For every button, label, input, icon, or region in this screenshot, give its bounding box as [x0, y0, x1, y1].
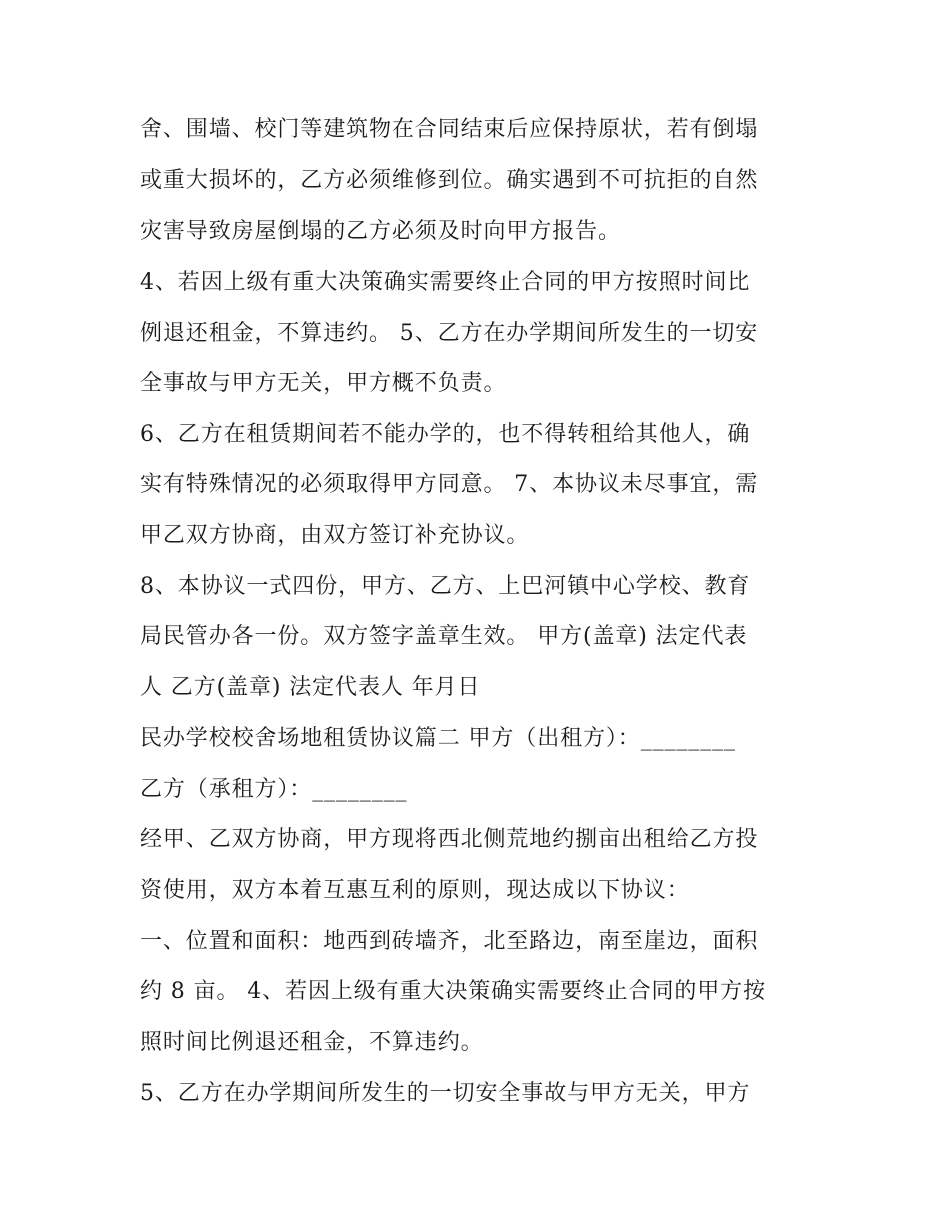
text-line: 灾害导致房屋倒塌的乙方必须及时向甲方报告。	[140, 219, 621, 244]
text-line: 4、若因上级有重大决策确实需要终止合同的甲方按照时间比	[140, 270, 751, 295]
text-line: 经甲、乙双方协商，甲方现将西北侧荒地约捌亩出租给乙方投	[140, 827, 759, 852]
text-line: 实有特殊情况的必须取得甲方同意。 7、本协议未尽事宜，需	[140, 472, 759, 497]
text-line: 约 8 亩。 4、若因上级有重大决策确实需要终止合同的甲方按	[140, 979, 766, 1004]
text-line: 舍、围墙、校门等建筑物在合同结束后应保持原状，若有倒塌	[140, 117, 759, 142]
text-line: 6、乙方在租赁期间若不能办学的，也不得转租给其他人，确	[140, 422, 751, 447]
text-line: 照时间比例退还租金，不算违约。	[140, 1030, 484, 1055]
text-line: 5、乙方在办学期间所发生的一切安全事故与甲方无关，甲方	[140, 1081, 751, 1106]
text-line: 全事故与甲方无关，甲方概不负责。	[140, 371, 507, 396]
text-line: 甲乙双方协商，由双方签订补充协议。	[140, 523, 530, 548]
text-line: 例退还租金，不算违约。 5、乙方在办学期间所发生的一切安	[140, 321, 759, 346]
text-line: 或重大损坏的，乙方必须维修到位。确实遇到不可抗拒的自然	[140, 168, 759, 193]
text-line: 乙方（承租方）：________	[140, 777, 408, 802]
text-line: 8、本协议一式四份，甲方、乙方、上巴河镇中心学校、教育	[140, 574, 751, 599]
text-line: 资使用，双方本着互惠互利的原则，现达成以下协议：	[140, 878, 690, 903]
text-line: 民办学校校舍场地租赁协议篇二 甲方（出租方）：________	[140, 726, 736, 751]
text-line: 人 乙方(盖章) 法定代表人 年月日	[140, 675, 481, 700]
text-line: 局民管办各一份。双方签字盖章生效。 甲方(盖章) 法定代表	[140, 624, 748, 649]
text-line: 一、位置和面积：地西到砖墙齐，北至路边，南至崖边，面积	[140, 929, 759, 954]
